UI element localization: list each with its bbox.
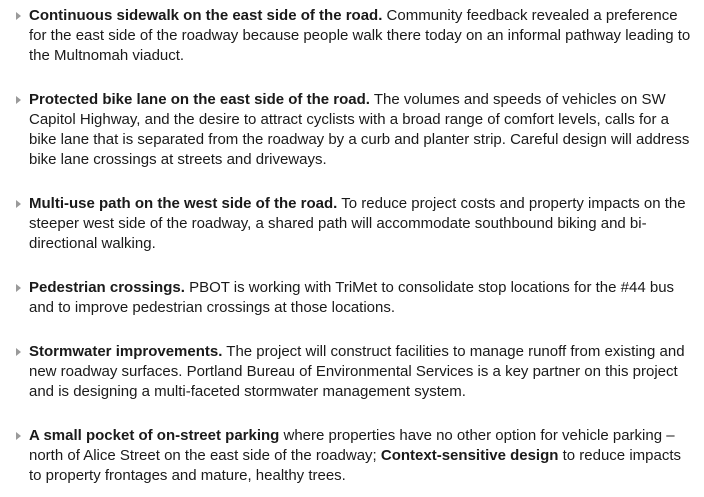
item-text: The project will construct facilities to manage runoff from existing and new roadway surfaces. Portland Bureau of Environmental Services is a key partner on this project and is designing a multi-faceted stormwater management system. xyxy=(29,343,685,400)
item-text: To reduce project costs and property impacts on the steeper west side of the roadway, a shared path will accommodate southbound biking and bi-directional walking. xyxy=(29,195,686,252)
list-item xyxy=(0,426,704,486)
list-item xyxy=(0,90,704,170)
list-item xyxy=(0,278,704,318)
list-item xyxy=(0,194,704,254)
item-heading: Stormwater improvements. xyxy=(29,343,223,360)
triangle-bullet-icon xyxy=(16,12,21,20)
item-heading: Continuous sidewalk on the east side of the road. xyxy=(29,7,383,24)
item-heading: A small pocket of on-street parking xyxy=(29,427,280,444)
triangle-bullet-icon xyxy=(16,348,21,356)
item-text-secondary: to reduce impacts to property frontages and mature, healthy trees. xyxy=(29,447,681,484)
item-heading: Multi-use path on the west side of the road. xyxy=(29,195,338,212)
item-text: PBOT is working with TriMet to consolidate stop locations for the #44 bus and to improve pedestrian crossings at those locations. xyxy=(29,279,675,316)
list-item xyxy=(0,342,704,402)
item-heading: Protected bike lane on the east side of the road. xyxy=(29,91,370,108)
item-heading-secondary: Context-sensitive design xyxy=(380,447,559,464)
item-text: Community feedback revealed a preference for the east side of the roadway because people walk there today on an informal pathway leading to the Multnomah viaduct. xyxy=(29,7,691,64)
item-text: where properties have no other option for vehicle parking –north of Alice Street on the east side of the roadway; xyxy=(29,427,675,464)
triangle-bullet-icon xyxy=(16,432,21,440)
triangle-bullet-icon xyxy=(16,200,21,208)
item-text: The volumes and speeds of vehicles on SW Capitol Highway, and the desire to attract cyclists with a broad range of comfort levels, calls for a bike lane that is separated from the roadway by a curb and planter strip. Careful design will address bike lane crossings at streets and driveways. xyxy=(29,91,690,168)
triangle-bullet-icon xyxy=(16,284,21,292)
item-heading: Pedestrian crossings. xyxy=(29,279,185,296)
triangle-bullet-icon xyxy=(16,96,21,104)
list-item xyxy=(0,6,704,66)
